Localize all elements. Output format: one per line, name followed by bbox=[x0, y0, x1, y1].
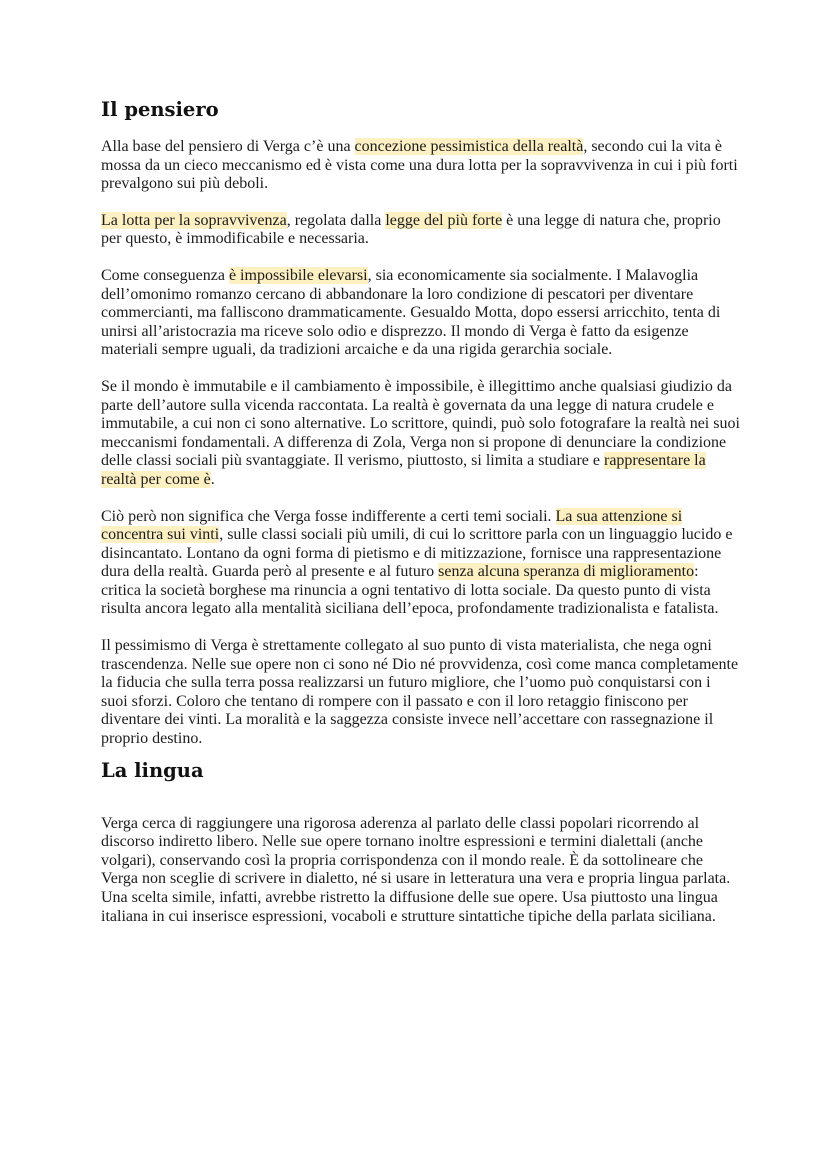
highlighted-text: La sua attenzione si concentra sui vinti bbox=[101, 507, 683, 544]
highlighted-text: è impossibile elevarsi bbox=[228, 266, 368, 284]
highlighted-text: legge del più forte bbox=[385, 211, 503, 229]
text-run: , secondo cui la vita è mossa da un cieco meccanismo ed è vista come una dura lotta per la sopravvivenza in cui i più forti prevalgono sui più deboli. bbox=[101, 138, 738, 193]
text-run: Verga cerca di raggiungere una rigorosa aderenza al parlato delle classi popolari ricorrendo al discorso indiretto libero. Nelle sue opere tornano inoltre espressioni e termini dialettali (anche volgari), conservando così la propria corrispondenza con il mondo reale. È da sottolineare che Verga non sceglie di scrivere in dialetto, né si usare in letteratura una vera e propria lingua parlata. Una scelta simile, infatti, avrebbe ristretto la diffusione delle sue opere. Usa piuttosto una lingua italiana in cui inserisce espressioni, vocaboli e strutture sintattiche tipiche della parlata siciliana. bbox=[101, 814, 731, 925]
highlighted-text: senza alcuna speranza di miglioramento bbox=[438, 563, 695, 581]
text-run: , sulle classi sociali più umili, di cui lo scrittore parla con un linguaggio lucido e disincantato. Lontano da ogni forma di pietismo e di mitizzazione, fornisce una rappresentazione dura della realtà. Guarda però al presente e al futuro bbox=[101, 526, 733, 581]
paragraph bbox=[101, 378, 741, 490]
highlighted-text: rappresentare la realtà per come è bbox=[101, 452, 706, 488]
text-run: Se il mondo è immutabile e il cambiamento è impossibile, è illegittimo anche qualsiasi giudizio da parte dell’autore sulla vicenda raccontata. La realtà è governata da una legge di natura crudele e immutabile, a cui non ci sono alternative. Lo scrittore, quindi, può solo fotografare la realtà nei suoi meccanismi fondamentali. A differenza di Zola, Verga non si propone di denunciare la condizione delle classi sociali più svantaggiate. Il verismo, piuttosto, si limita a studiare e bbox=[101, 377, 740, 470]
text-run: Come conseguenza bbox=[101, 266, 229, 284]
paragraph bbox=[101, 138, 741, 194]
highlighted-text: La lotta per la sopravvivenza bbox=[101, 211, 287, 229]
paragraph bbox=[101, 267, 741, 360]
text-run: : critica la società borghese ma rinuncia a ogni tentativo di lotta sociale. Da questo punto di vista risulta ancora legato alla mentalità siciliana dell’epoca, profondamente tradizionalista e fatalista. bbox=[101, 563, 719, 618]
highlighted-text: concezione pessimistica della realtà bbox=[354, 138, 584, 155]
paragraph bbox=[101, 637, 741, 749]
paragraph bbox=[101, 815, 741, 927]
section-heading-lingua: La lingua bbox=[101, 758, 204, 782]
text-run: , regolata dalla bbox=[286, 211, 386, 229]
text-run: è una legge di natura che, proprio per questo, è immodificabile e necessaria. bbox=[101, 211, 721, 248]
paragraph bbox=[101, 508, 741, 620]
paragraph bbox=[101, 212, 741, 249]
section-heading-pensiero: Il pensiero bbox=[101, 98, 219, 121]
text-run: Il pessimismo di Verga è strettamente collegato al suo punto di vista materialista, che nega ogni trascendenza. Nelle sue opere non ci sono né Dio né provvidenza, così come manca completamente la fiducia che sulla terra possa realizzarsi un futuro migliore, che l’uomo può conquistarsi con i suoi sforzi. Coloro che tentano di rompere con il passato e con il loro retaggio finiscono per diventare dei vinti. La moralità e la saggezza consiste invece nell’accettare con rassegnazione il proprio destino. bbox=[101, 637, 739, 748]
text-run: , sia economicamente sia socialmente. I Malavoglia dell’omonimo romanzo cercano di abbandonare la loro condizione di pescatori per diventare commercianti, ma falliscono drammaticamente. Gesualdo Motta, dopo essersi arricchito, tenta di unirsi all’aristocrazia ma riceve solo odio e disprezzo. Il mondo di Verga è fatto da esigenze materiali sempre uguali, da tradizioni arcaiche e da una rigida gerarchia sociale. bbox=[101, 266, 721, 359]
text-run: Ciò però non significa che Verga fosse indifferente a certi temi sociali. bbox=[101, 507, 556, 525]
text-run: . bbox=[210, 470, 215, 488]
document-page bbox=[101, 96, 741, 926]
text-run: Alla base del pensiero di Verga c’è una bbox=[101, 138, 355, 155]
